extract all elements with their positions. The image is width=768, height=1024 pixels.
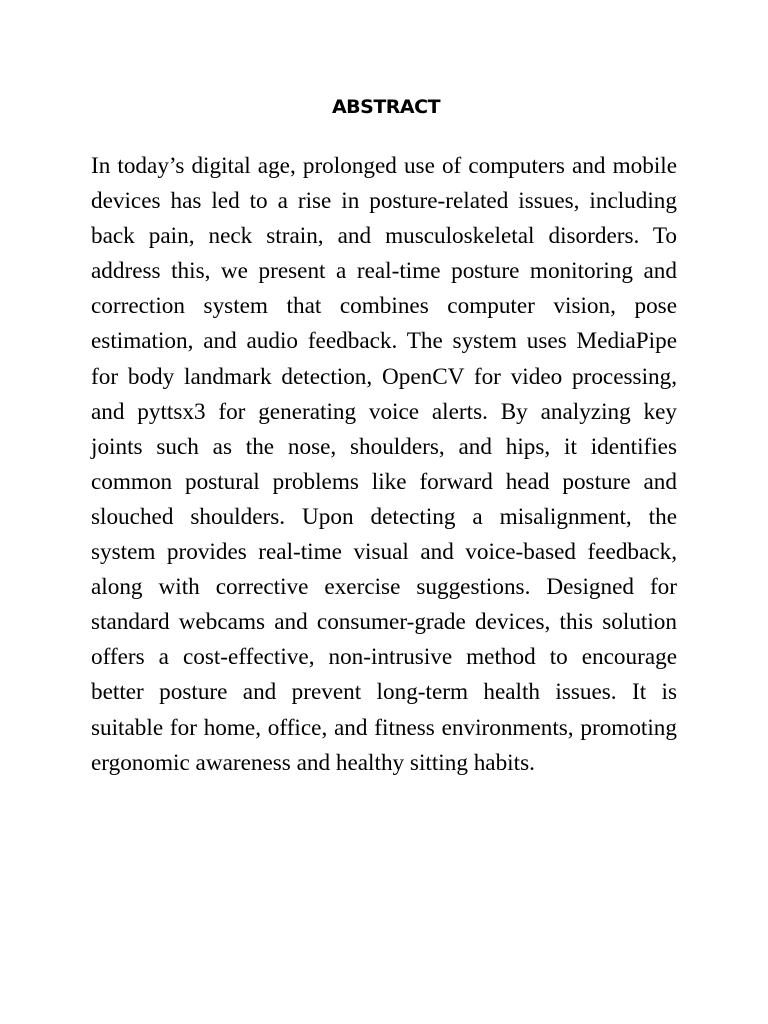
abstract-heading: ABSTRACT <box>331 96 441 118</box>
abstract-paragraph: In today’s digital age, prolonged use of computers and mobile devices has led to a rise in posture-related issues, including back pain, neck strain, and musculoskeletal disorders. To address this, we present a real-time posture monitoring and correction system that combines computer vision, pose estimation, and audio feedback. The system uses MediaPipe for body landmark detection, OpenCV for video processing, and pyttsx3 for generating voice alerts. By analyzing key joints such as the nose, shoulders, and hips, it identifies common postural problems like forward head posture and slouched shoulders. Upon detecting a misalignment, the system provides real-time visual and voice-based feedback, along with corrective exercise suggestions. Designed for standard webcams and consumer-grade devices, this solution offers a cost-effective, non-intrusive method to encourage better posture and prevent long-term health issues. It is suitable for home, office, and fitness environments, promoting ergonomic awareness and healthy sitting habits. <box>91 153 677 776</box>
